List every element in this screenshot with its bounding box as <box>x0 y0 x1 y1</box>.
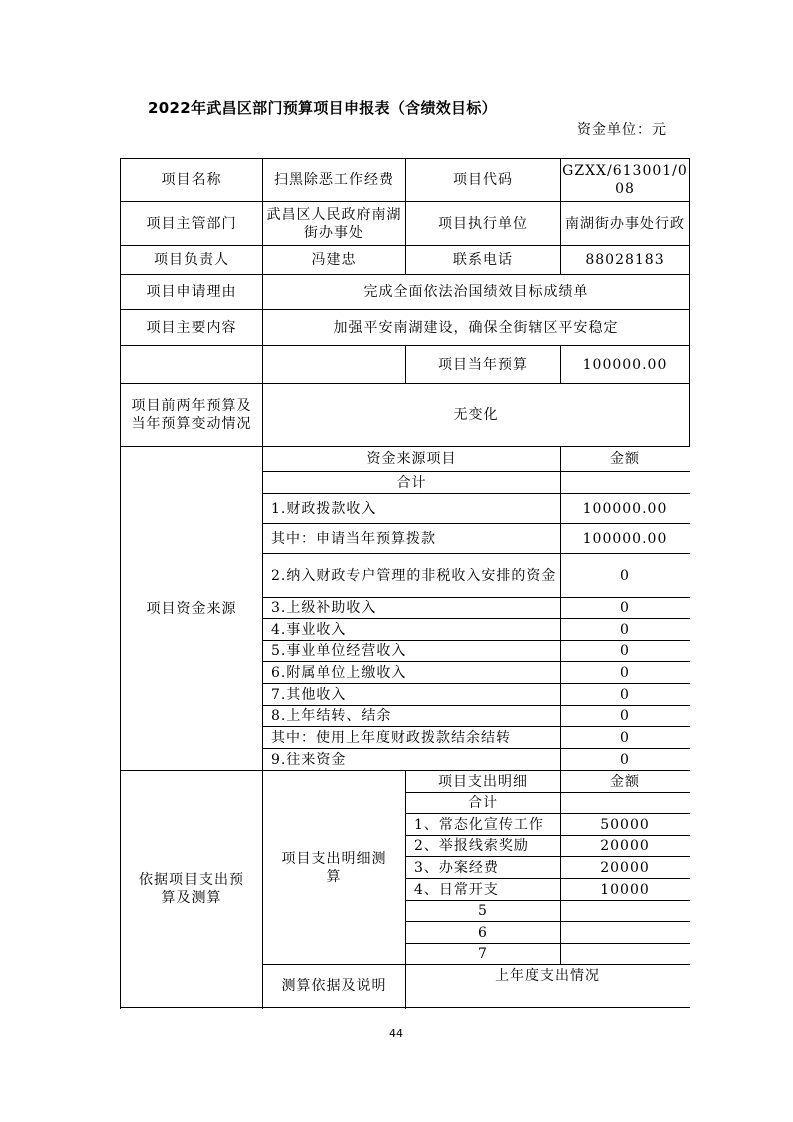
phone-value: 88028183 <box>585 252 665 268</box>
expenditure-row-label: 5 <box>478 903 488 919</box>
table-rule <box>689 158 690 447</box>
content-label: 项目主要内容 <box>146 319 237 336</box>
funding-row-amount: 0 <box>620 708 630 724</box>
project-code-value: GZXX/613001/008 <box>562 163 688 197</box>
funding-row-label: 其中：申请当年预算拨款 <box>271 530 436 547</box>
funding-row-label: 其中：使用上年度财政拨款结余结转 <box>271 729 511 746</box>
exec-unit-label: 项目执行单位 <box>438 215 528 232</box>
expenditure-row-label: 2、举报线索奖励 <box>414 838 529 854</box>
expenditure-section-label: 依据项目支出预算及测算 <box>139 872 244 906</box>
funding-section-label: 项目资金来源 <box>146 600 237 617</box>
funding-row-label: 2.纳入财政专户管理的非税收入安排的资金 <box>271 567 557 584</box>
budget-label: 项目当年预算 <box>438 356 528 373</box>
basis-value: 上年度支出情况 <box>495 968 600 984</box>
funding-col-amount: 金额 <box>610 451 640 467</box>
exec-unit-value: 南湖街办事处行政 <box>565 215 685 232</box>
funding-row-amount: 0 <box>620 567 630 584</box>
project-name-value: 扫黑除恶工作经费 <box>274 172 394 188</box>
leader-value: 冯建忠 <box>311 252 357 268</box>
expenditure-row-label: 6 <box>478 924 488 941</box>
funding-row-label: 9.往来资金 <box>271 751 347 768</box>
project-code-label: 项目代码 <box>453 172 513 188</box>
currency-unit: 资金单位：元 <box>577 122 667 138</box>
page-number: 44 <box>389 1027 403 1040</box>
reason-label: 项目申请理由 <box>146 284 237 300</box>
funding-col-item: 资金来源项目 <box>366 451 457 467</box>
funding-row-amount: 0 <box>620 751 630 768</box>
expenditure-row-label: 4、日常开支 <box>414 881 499 898</box>
change-value: 无变化 <box>453 407 499 423</box>
expenditure-row-amount <box>561 901 689 921</box>
change-label: 项目前两年预算及当年预算变动情况 <box>131 398 252 432</box>
expenditure-col-amount: 金额 <box>610 773 640 790</box>
funding-row-amount: 0 <box>620 600 630 616</box>
funding-row-amount: 0 <box>620 643 630 659</box>
expenditure-row-amount: 50000 <box>600 816 650 833</box>
funding-row-label: 7.其他收入 <box>271 686 347 703</box>
reason-value: 完成全面依法治国绩效目标成绩单 <box>363 284 589 300</box>
funding-row-amount: 0 <box>620 664 630 681</box>
expenditure-row-amount <box>561 922 689 943</box>
dept-value: 武昌区人民政府南湖街办事处 <box>266 206 402 241</box>
funding-total-value <box>561 472 689 493</box>
expenditure-row-amount: 20000 <box>600 859 650 876</box>
funding-row-label: 5.事业单位经营收入 <box>271 643 407 659</box>
funding-row-label: 6.附属单位上缴收入 <box>271 664 407 681</box>
expenditure-row-label: 7 <box>478 946 488 962</box>
funding-row-label: 4.事业收入 <box>271 621 347 638</box>
funding-row-amount: 0 <box>620 729 630 746</box>
funding-row-amount: 100000.00 <box>582 500 668 517</box>
dept-label: 项目主管部门 <box>146 215 237 232</box>
expenditure-row-amount <box>561 944 689 964</box>
funding-row-label: 1.财政拨款收入 <box>271 500 377 517</box>
funding-row-amount: 0 <box>620 686 630 703</box>
expenditure-row-amount: 10000 <box>600 881 650 898</box>
project-name-label: 项目名称 <box>161 172 222 188</box>
funding-row-label: 3.上级补助收入 <box>271 600 377 616</box>
basis-label: 测算依据及说明 <box>281 978 387 994</box>
expenditure-row-label: 1、常态化宣传工作 <box>414 816 544 833</box>
phone-label: 联系电话 <box>453 252 513 268</box>
funding-total-label: 合计 <box>396 474 427 491</box>
expenditure-col-item: 项目支出明细 <box>438 773 528 790</box>
content-value: 加强平安南湖建设，确保全街辖区平安稳定 <box>333 319 619 336</box>
expenditure-detail-label: 项目支出明细测算 <box>281 850 387 885</box>
budget-value: 100000.00 <box>582 356 668 373</box>
leader-label: 项目负责人 <box>154 252 229 268</box>
expenditure-row-label: 3、办案经费 <box>414 859 499 876</box>
expenditure-total-label: 合计 <box>468 795 498 811</box>
expenditure-row-amount: 20000 <box>600 838 650 854</box>
funding-row-label: 8.上年结转、结余 <box>271 708 392 724</box>
document-title: 2022年武昌区部门预算项目申报表（含绩效目标） <box>148 99 497 117</box>
funding-row-amount: 0 <box>620 621 630 638</box>
funding-row-amount: 100000.00 <box>582 530 668 547</box>
